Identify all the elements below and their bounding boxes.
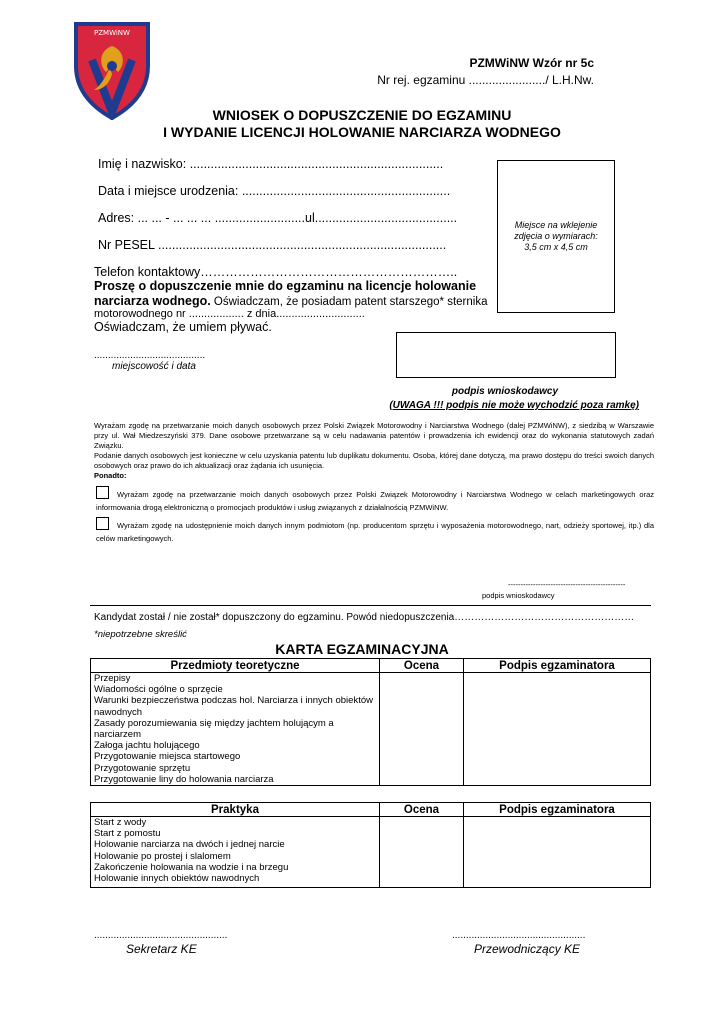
signature-box[interactable] [396,332,616,378]
consent-option-2-text: Wyrażam zgodę na udostępnienie moich danych innym podmiotom (np. producentom sprzętu i wyposażenia motorowodnego, nart, odzieży sportowej, itp.) dla celów marketingowych. [96,521,654,543]
request-line-1: Proszę o dopuszczenie mnie do egzaminu na licencje holowanie [94,279,477,293]
consent-option-1 [96,486,654,514]
consent-signature-dashes[interactable]: ----------------------------------------------- [508,580,626,589]
secretary-signature-line[interactable]: ................................................ [94,930,228,941]
place-date-label: miejscowość i data [112,361,196,372]
theory-table [90,658,651,786]
list-item: Załoga jachtu holującego [94,740,200,752]
photo-line-3: 3,5 cm x 4,5 cm [524,242,588,252]
request-bold: narciarza wodnego. [94,294,211,308]
pzmwinw-logo [70,20,154,120]
theory-grade-cell[interactable] [380,673,464,786]
consent-signature-label: podpis wnioskodawcy [482,591,555,600]
theory-header-subjects: Przedmioty teoretyczne [91,659,380,673]
request-rest: Oświadczam, że posiadam patent starszego* sternika [210,296,488,308]
practice-subjects-cell [91,817,380,888]
list-item: Przepisy [94,673,131,684]
name-field[interactable]: Imię i nazwisko: ......................................................................... [98,157,444,171]
registration-line: Nr rej. egzaminu ......................./ L.H.Nw. [377,73,594,87]
list-item: Zasady porozumiewania się między jachtem holującym a narciarzem [94,717,334,741]
consent-option-2 [96,517,654,545]
theory-header-signature: Podpis egzaminatora [464,659,651,673]
title-line-1: WNIOSEK O DOPUSZCZENIE DO EGZAMINU [212,107,512,123]
signature-warning: (UWAGA !!! podpis nie może wychodzić poza ramkę) [389,400,639,411]
pesel-field[interactable]: Nr PESEL ................................................................................... [98,238,447,252]
list-item: Przygotowanie liny do holowania narciarza [94,773,274,785]
list-item: Holowanie po prostej i slalomem [94,850,231,862]
list-item: Zakończenie holowania na wodzie i na brzegu [94,861,289,873]
secretary-label: Sekretarz KE [126,942,197,956]
practice-signature-cell[interactable] [464,817,651,888]
list-item: Warunki bezpieczeństwa podczas hol. Narciarza i innych obiektów nawodnych [94,695,373,718]
list-item: Holowanie innych obiektów nawodnych [94,873,260,885]
theory-header-grade: Ocena [380,659,464,673]
admission-note: *niepotrzebne skreślić [94,629,187,640]
practice-grade-cell[interactable] [380,817,464,888]
marketing-consent-checkbox[interactable] [96,486,109,499]
ponadto-label: Ponadto: [94,471,127,480]
place-date-dots[interactable]: ........................................ [94,350,206,361]
list-item: Przygotowanie miejsca startowego [94,751,241,763]
form-code: PZMWiNW Wzór nr 5c [469,56,594,70]
chairman-signature-line[interactable]: ................................................ [452,930,586,941]
practice-header-grade: Ocena [380,803,464,817]
karta-title: KARTA EGZAMINACYJNA [275,641,449,657]
request-line-2 [94,294,487,308]
practice-table [90,802,651,888]
birth-field[interactable]: Data i miejsce urodzenia: ............................................................ [98,184,451,198]
swim-statement: Oświadczam, że umiem pływać. [94,320,272,334]
sharing-consent-checkbox[interactable] [96,517,109,530]
admission-statement[interactable]: Kandydat został / nie został* dopuszczony do egzaminu. Powód niedopuszczenia……………………………………………… [94,612,635,623]
list-item: Start z wody [94,817,147,828]
consent-paragraph-2: Podanie danych osobowych jest konieczne w celu uzyskania patentu lub duplikatu dokumentu. Osoba, której dane dotyczą, ma prawo dostępu do treści swoich danych osobowych oraz prawo do ich aktualizacji oraz żądania ich usunięcia. [94,451,654,470]
request-line-3[interactable]: motorowodnego nr .................. z dnia............................. [94,308,365,320]
photo-line-1: Miejsce na wklejenie [514,220,598,230]
photo-box[interactable] [497,160,615,313]
practice-header-subjects: Praktyka [91,803,380,817]
chairman-label: Przewodniczący KE [474,942,581,956]
logo-text: PZMWiNW [94,29,130,37]
divider [90,605,651,606]
consent-option-1-text: Wyrażam zgodę na przetwarzanie moich danych osobowych przez Polski Związek Motorowodny i Narciarstwa Wodnego w celach marketingowych oraz informowania drogą elektroniczną o promocjach produktów i usług związanych z działalnością PZMWiNW. [96,490,654,512]
list-item: Start z pomostu [94,828,161,840]
address-field[interactable]: Adres: ... ... - ... ... ... ..........................ul......................................... [98,211,458,225]
signature-label: podpis wnioskodawcy [451,386,559,397]
title-line-2: I WYDANIE LICENCJI HOLOWANIE NARCIARZA WODNEGO [163,124,561,140]
phone-field[interactable]: Telefon kontaktowy…………………………………………………….. [94,265,458,279]
theory-signature-cell[interactable] [464,673,651,786]
theory-subjects-cell [91,673,380,786]
list-item: Wiadomości ogólne o sprzęcie [94,684,223,696]
list-item: Przygotowanie sprzętu [94,762,191,774]
practice-header-signature: Podpis egzaminatora [464,803,651,817]
list-item: Holowanie narciarza na dwóch i jednej narcie [94,839,285,851]
photo-line-2: zdjęcia o wymiarach: [514,231,598,241]
consent-paragraph-1: Wyrażam zgodę na przetwarzanie moich danych osobowych przez Polski Związek Motorowodny i Narciarstwa Wodnego (dalej PZMWiNW), z siedzibą w Warszawie przy ul. Wał Miedzeszyński 379. Dane osobowe przetwarzane są w celu nadawania patentów i prowadzenia ich ewidencji oraz do wykonania statutowych zadań Związku. [94,421,654,450]
